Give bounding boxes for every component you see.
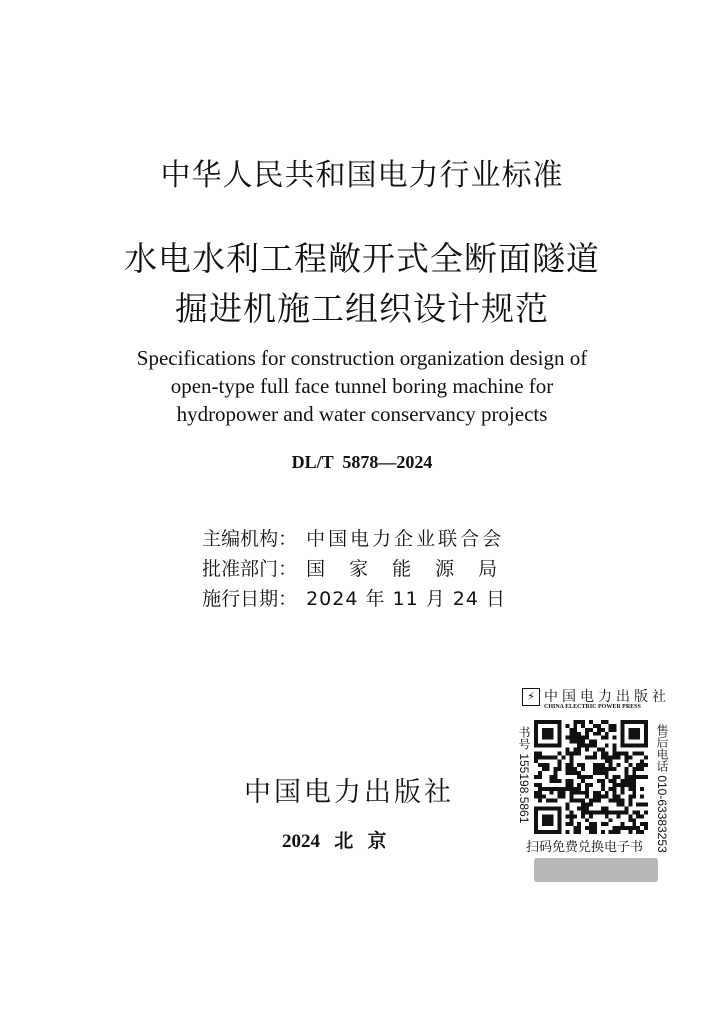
after-sales-hotline (654, 724, 670, 874)
meta-effective-value: 2024 年 11 月 24 日 (306, 588, 506, 610)
book-number-text: 书号 155198.5861 (517, 726, 531, 824)
book-number (516, 726, 530, 846)
meta-effective-date (190, 562, 506, 611)
meta-effective-label: 施行日期： (202, 588, 298, 610)
standard-number: DL/T 5878—2024 (291, 452, 433, 472)
hotline-text: 售后电话 010-63383253 (655, 724, 669, 853)
qr-code-icon[interactable] (534, 720, 648, 834)
standard-category: 中华人民共和国电力行业标准 (160, 158, 564, 193)
title-en-line-2: open-type full face tunnel boring machine for (170, 374, 554, 398)
meta-editor-label: 主编机构： (202, 528, 298, 550)
place-year: 2024 北 京 (282, 831, 387, 852)
logo-cn-text: 中国电力出版社 (544, 689, 670, 705)
logo-en-text: CHINA ELECTRIC POWER PRESS (544, 704, 641, 710)
title-en-line-3: hydropower and water conservancy projects (176, 402, 548, 426)
meta-approver-label: 批准部门： (202, 558, 298, 580)
publisher-mark-icon: ⚡ (522, 688, 540, 706)
qr-sticker (512, 680, 672, 888)
title-en-line-1: Specifications for construction organization design of (136, 346, 588, 370)
title-cn-line-2: 掘进机施工组织设计规范 (175, 289, 549, 328)
meta-approver-value: 国家能源局 (306, 558, 522, 580)
scan-redeem-text: 扫码免费兑换电子书 (526, 840, 644, 855)
publisher-name: 中国电力出版社 (244, 777, 454, 808)
meta-editor-value: 中国电力企业联合会 (306, 528, 505, 550)
scratch-off-panel[interactable] (534, 858, 658, 882)
title-cn-line-1: 水电水利工程敞开式全断面隧道 (124, 239, 600, 278)
publisher-logo (522, 686, 670, 716)
